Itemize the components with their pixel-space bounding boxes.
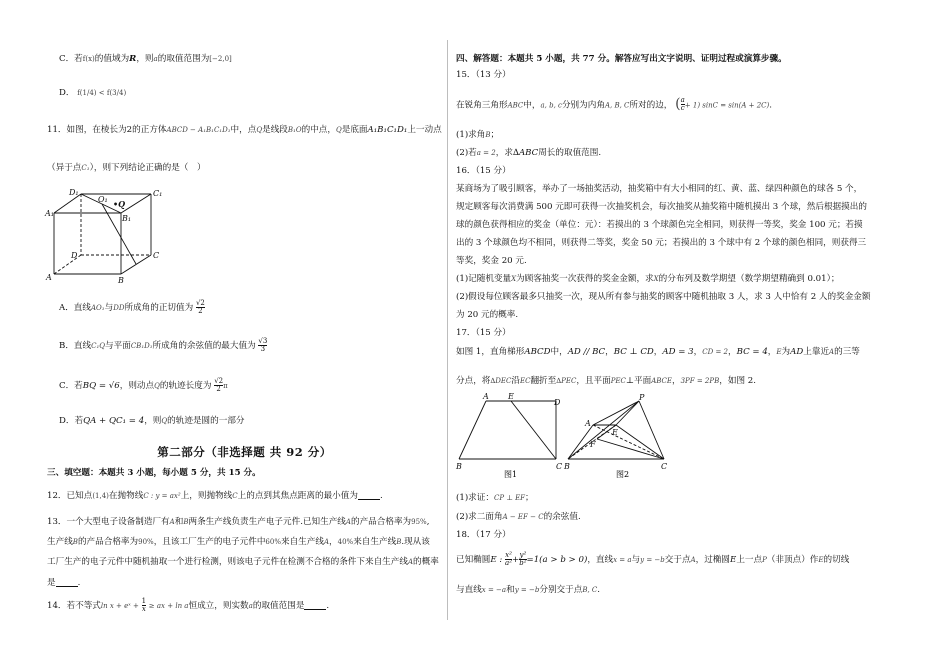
part-two-title: 第二部分（非选择题 共 92 分） [157,445,332,459]
fig2-pa [593,401,639,425]
fraction: $\frac{√3}{3}$ [258,337,268,353]
figure-2-caption: 图2 [616,470,630,479]
q11-option-b: B．直线C₁Q与平面CB₁D₁所成角的余弦值的最大值为 $\frac{√3}{3}$ [59,337,268,353]
q16-para-4: 出的 3 个球颜色均不相同，则获得二等奖，奖金 50 元；若摸出的 3 个球中有 2 个球的颜色相同，则获得三 [456,238,867,248]
label-c1: C₁ [153,189,163,198]
option-label: C．若 [59,54,83,64]
q16-sub1: (1)记随机变量X为顾客抽奖一次获得的奖金金额，求X的分布列及数学期望（数学期望精确到 0.01）； [456,274,840,284]
fraction: $\frac{√2}{2}$ [195,299,205,315]
label-d: D [71,251,78,260]
q11-option-a: A．直线AO₁与DD所成角的正切值为 $\frac{√2}{2}$ [59,299,205,315]
q10-option-d: D． f(1/4) < f(3/4) [59,88,127,98]
fig2-label-a: A [585,419,591,428]
fig1-label-e: E [508,392,514,401]
q17-stem-line2: 分点，将∆DEC沿EC翻折至∆PEC，且平面PEC⊥平面ABCE，3PF = 2PB，如图 2. [456,376,756,386]
fraction: $\frac{1}{x}$ [141,597,147,613]
q18-stem-line1: 已知椭圆E : $\frac{\text{x²}}{\text{a²}}$ + $\frac{\text{y²}}{\text{b²}}$ =1(a > b > 0)，直线x = a与y = −b交于点A，过椭圆E上一点P（非顶点）作E的切线 [456,551,850,567]
label-o1: O₁ [98,195,108,204]
fig1-label-a: A [483,392,489,401]
figure-1 [459,401,556,459]
label-b: B [118,276,124,285]
edge-b1c1 [121,194,151,213]
q15-sub1: (1)求角B； [456,130,500,140]
fig2-label-f: F [590,440,596,449]
answer-blank[interactable] [56,577,78,587]
q13-line3: 工厂生产的电子元件中随机抽取一个进行检测，则该电子元件在检测不合格的条件下来自生产线A的概率 [47,557,439,567]
q13-line2: 生产线B的产品合格率为90%，且该工厂生产的电子元件中60%来自生产线A，40%来自生产线B.现从该 [47,537,430,547]
fig2-label-e: E [612,428,618,437]
q13-line1: 13．一个大型电子设备制造厂有A和B两条生产线负责生产电子元件.已知生产线A的产品合格率为95%, [47,517,430,527]
q16-para-1: 某商场为了吸引顾客，举办了一场抽奖活动，抽奖箱中有大小相同的红、黄、蓝、绿四种颜色的球各 5 个， [456,184,863,194]
label-q: •Q [113,199,126,209]
q11-stem-line2: （异于点C₁），则下列结论正确的是（ ） [47,163,206,173]
q10-option-c: C．若f(x)的值域为R，则a的取值范围为[−2,0] [59,54,232,64]
fraction: $\frac{\text{y²}}{\text{b²}}$ [519,551,527,567]
fig2-label-b: B [564,462,570,471]
q16-sub2-cont: 为 20 元的概率. [456,310,519,320]
q16-para-3: 球的颜色获得相应的奖金（单位：元）：若摸出的 3 个球颜色完全相同，则获得一等奖，奖金 100 元；若摸 [456,220,863,230]
q11-stem-line1: 11．如图，在棱长为2的正方体ABCD − A₁B₁C₁D₁中，点Q是线段B₁O的中点，Q是底面A₁B₁C₁D₁上一动点 [47,125,442,135]
q14: 14．若不等式ln x + eˣ + $\frac{1}{x}$ ≥ ax + ln a恒成立，则实数a的取值范围是 . [47,597,330,613]
q15-stem: 在锐角三角形ABC中，a, b, c分别为内角A, B, C所对的边， ( $\frac{a}{c}$ + 1) sinC = sin(A + 2C). [456,96,773,113]
answer-heading: 四、解答题：本题共 5 小题，共 77 分。解答应写出文字说明、证明过程或演算步骤。 [456,54,787,64]
left-paren: ( [675,96,681,112]
edge-bc [121,255,151,274]
q15-sub2: (2)若a = 2，求∆ABC周长的取值范围. [456,148,602,158]
q18-title: 18．（17 分） [456,530,511,540]
q16-para-2: 规定顾客每次消费满 500 元即可获得一次抽奖机会，每次抽奖从抽奖箱中随机摸出 3 个球，然后根据摸出的 [456,202,867,212]
answer-blank[interactable] [304,600,326,610]
q11-option-d: D．若QA + QC₁ = 4，则Q的轨迹是圆的一部分 [59,416,245,426]
fig1-ec [511,401,556,459]
fig1-label-c: C [556,462,563,471]
fig2-pe [616,401,639,425]
fig2-label-c: C [661,462,668,471]
q15-title: 15．（13 分） [456,70,511,80]
q16-para-5: 等奖，奖金 20 元. [456,256,527,266]
cube-figure [45,186,169,286]
q17-title: 17．（15 分） [456,328,511,338]
formula: f(1/4) < f(3/4) [77,89,127,97]
column-divider [447,40,448,620]
fig2-label-p: P [639,393,645,402]
fraction: $\frac{\text{x²}}{\text{a²}}$ [505,551,513,567]
q16-title: 16．（15 分） [456,166,511,176]
fraction: $\frac{√2}{2}$ [214,377,224,393]
fig2-ac-hidden [593,425,664,459]
fig1-ab [459,401,486,459]
q18-stem-line2: 与直线x = −a和y = −b分别交于点B, C. [456,585,601,595]
label-d1: D₁ [69,188,79,197]
q17-sub1: (1)求证：CP ⊥ EF； [456,493,534,503]
fig2-fc [597,439,664,459]
q13-line4: 是 . [47,578,81,588]
q17-sub2: (2)求二面角A − EF − C的余弦值. [456,512,581,522]
answer-blank[interactable] [358,490,380,500]
fill-blank-heading: 三、填空题：本题共 3 小题，每小题 5 分，共 15 分。 [47,468,261,478]
fig1-label-b: B [456,462,462,471]
q16-sub2: (2)假设每位顾客最多只抽奖一次，现从所有参与抽奖的顾客中随机抽取 3 人，求 3 人中恰有 2 人的奖金金额 [456,292,871,302]
q11-option-c: C．若BQ = √6，则动点Q的轨迹长度为 $\frac{√2}{2}$ π [59,377,228,393]
label-b1: B₁ [122,214,132,223]
figure-1-caption: 图1 [504,470,518,479]
fraction: $\frac{a}{c}$ [680,96,685,113]
q17-stem-line1: 如图 1，直角梯形ABCD中，AD // BC，BC ⊥ CD，AD = 3，CD = 2，BC = 4，E为AD上靠近A的三等 [456,347,860,357]
label-a: A [46,273,52,282]
q17-figures [456,392,706,480]
label-c: C [153,251,160,260]
q12: 12．已知点(1,4)在抛物线C : y = ax²上，则抛物线C上的点到其焦点距离的最小值为 . [47,491,383,501]
label-a1: A₁ [45,209,54,218]
fig1-label-d: D [554,398,561,407]
